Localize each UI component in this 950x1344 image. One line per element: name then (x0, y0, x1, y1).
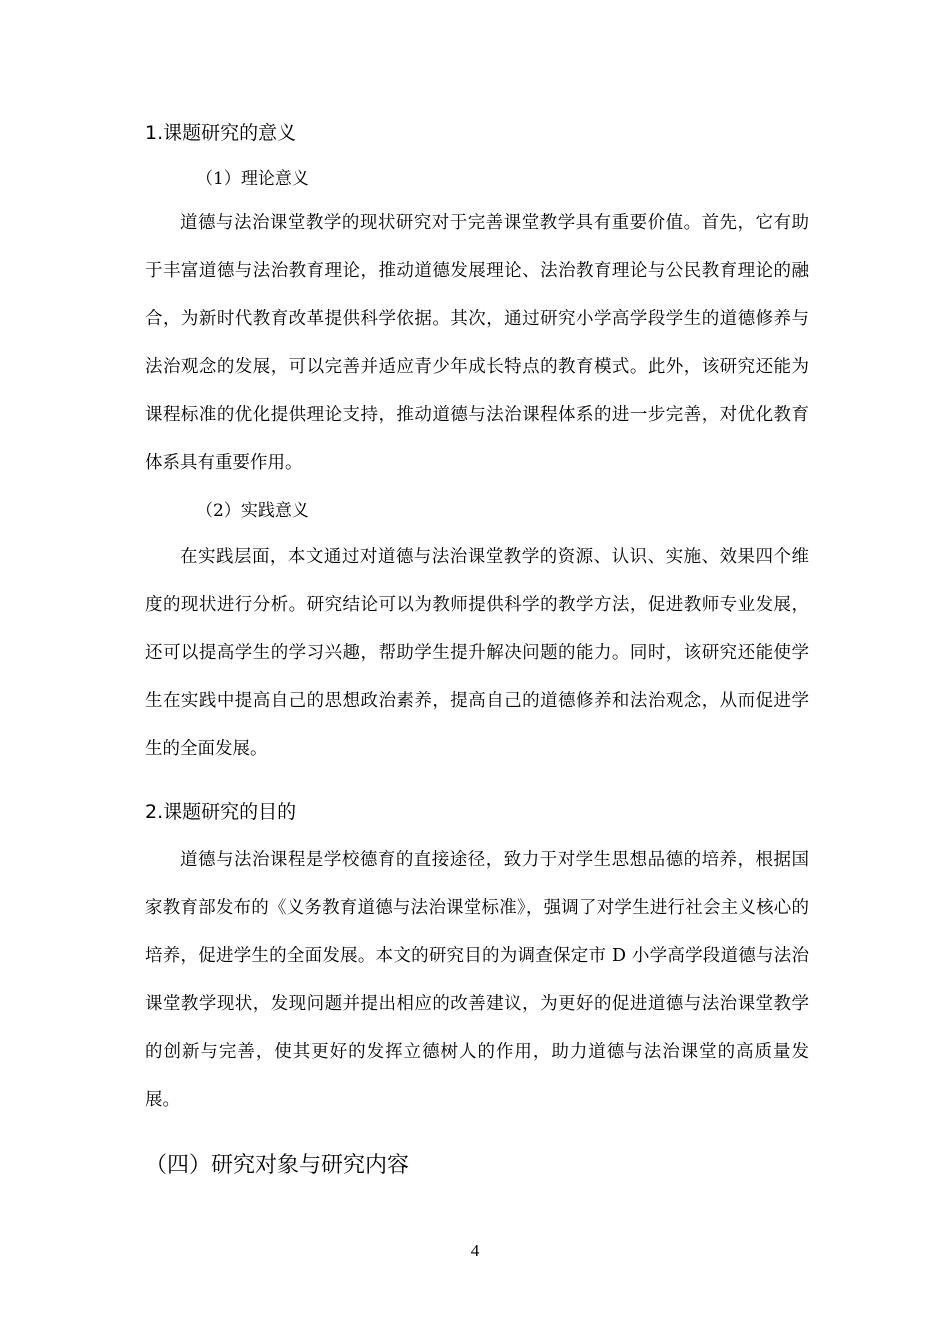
page-number: 4 (470, 1241, 480, 1260)
significance-heading: 1.课题研究的意义 (145, 122, 297, 144)
purpose-paragraph: 道德与法治课程是学校德育的直接途径，致力于对学生思想品德的培养，根据国家教育部发布的《义务教育道德与法治课堂标准》，强调了对学生进行社会主义核心的培养，促进学生的全面发展。本文的研究目的为调查保定市 D 小学高学段道德与法治课堂教学现状，发现问题并提出相应的改善建议，为更好的促进道德与法治课堂教学的创新与完善，使其更好的发挥立德树人的作用，助力道德与法治课堂的高质量发展。 (145, 850, 809, 1110)
next-section-heading: （四）研究对象与研究内容 (145, 1153, 410, 1178)
purpose-heading: 2.课题研究的目的 (145, 801, 297, 823)
practice-paragraph: 在实践层面，本文通过对道德与法治课堂教学的资源、认识、实施、效果四个维度的现状进行分析。研究结论可以为教师提供科学的教学方法，促进教师专业发展，还可以提高学生的学习兴趣，帮助学生提升解决问题的能力。同时，该研究还能使学生在实践中提高自己的思想政治素养，提高自己的道德修养和法治观念，从而促进学生的全面发展。 (145, 547, 809, 759)
theory-subheading: （1）理论意义 (196, 169, 309, 189)
practice-subheading: （2）实践意义 (196, 501, 309, 521)
theory-paragraph: 道德与法治课堂教学的现状研究对于完善课堂教学具有重要价值。首先，它有助于丰富道德与法治教育理论，推动道德发展理论、法治教育理论与公民教育理论的融合，为新时代教育改革提供科学依据。其次，通过研究小学高学段学生的道德修养与法治观念的发展，可以完善并适应青少年成长特点的教育模式。此外，该研究还能为课程标准的优化提供理论支持，推动道德与法治课程体系的进一步完善，对优化教育体系具有重要作用。 (145, 213, 809, 473)
